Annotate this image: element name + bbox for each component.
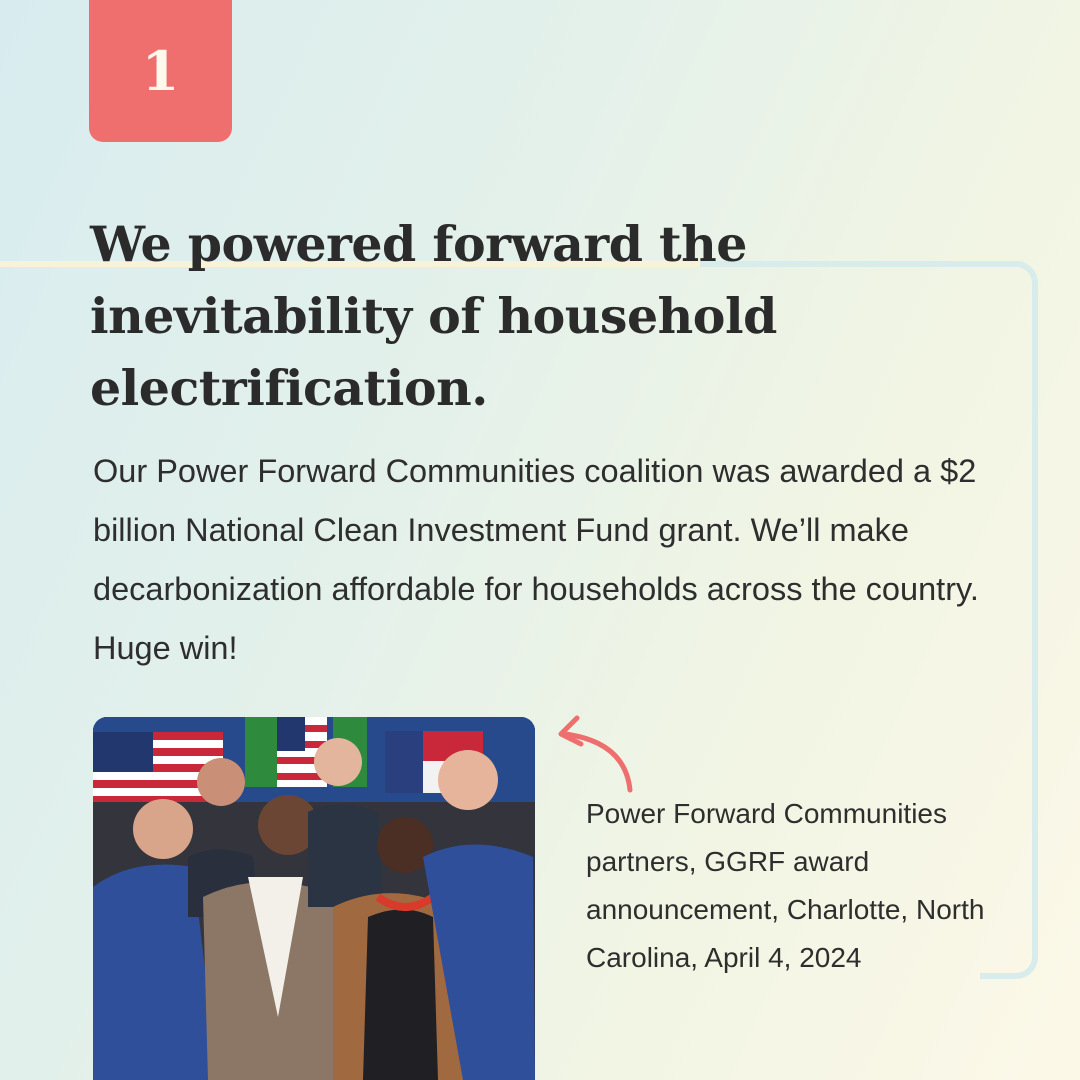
curved-arrow-icon — [555, 712, 640, 797]
group-photo — [93, 717, 535, 1080]
body-paragraph: Our Power Forward Communities coalition was awarded a $2 billion National Clean Investment Fund grant. We’ll make decarbonization affordable for households across the country. Huge win! — [93, 453, 979, 666]
page-title: We powered forward the inevitability of household electrification. — [90, 215, 777, 417]
step-number: 1 — [141, 39, 180, 103]
step-number-badge — [89, 0, 232, 142]
group-photo-icon — [93, 717, 535, 1080]
photo-caption: Power Forward Communities partners, GGRF award announcement, Charlotte, North Carolina, April 4, 2024 — [586, 798, 985, 973]
